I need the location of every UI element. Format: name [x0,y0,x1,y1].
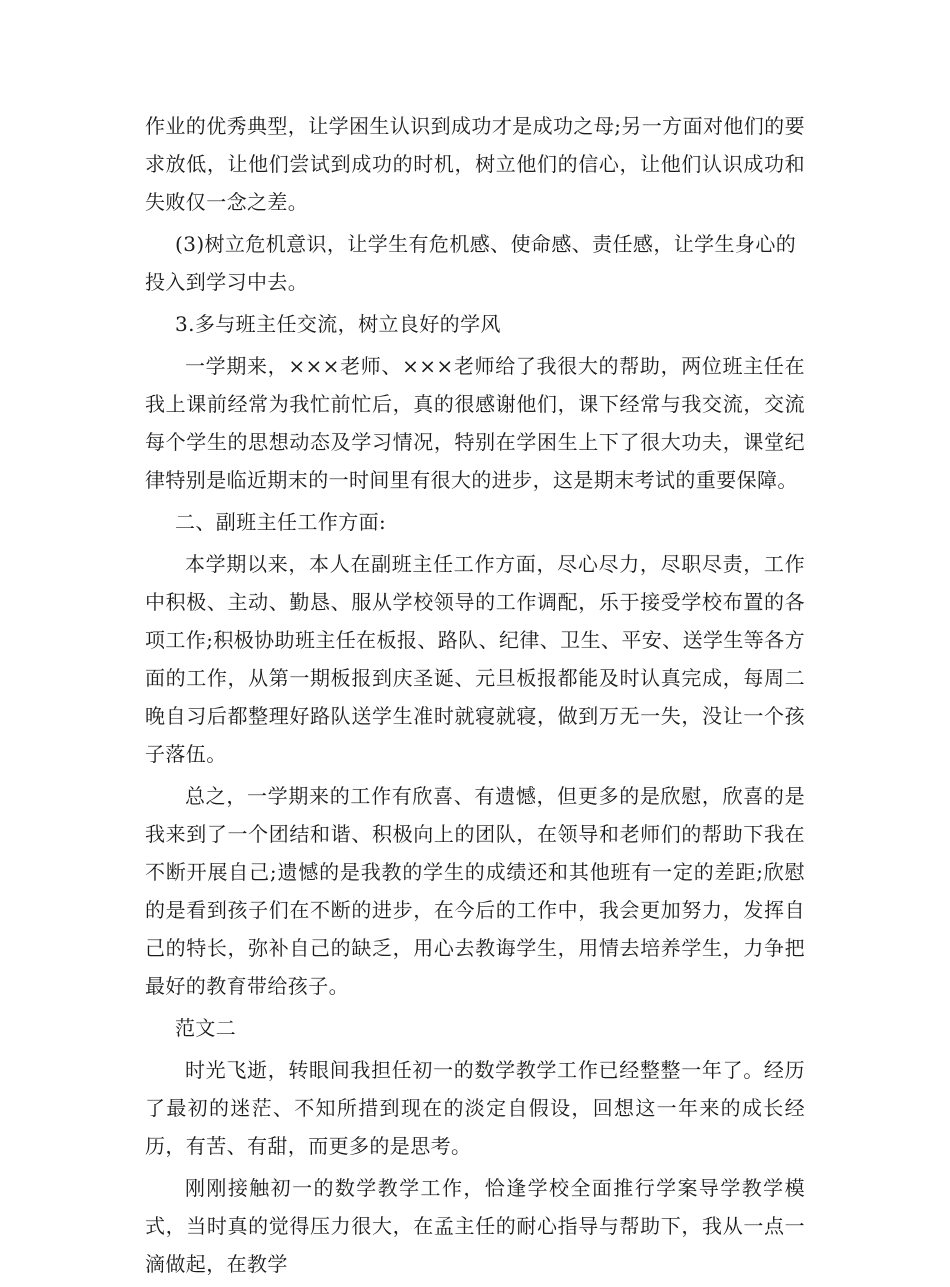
paragraph-4: 一学期来，×××老师、×××老师给了我很大的帮助，两位班主任在我上课前经常为我忙前忙后，真的很感谢他们，课下经常与我交流，交流每个学生的思想动态及学习情况，特别在学困生上下了很大功夫，课堂纪律特别是临近期末的一时间里有很大的进步，这是期末考试的重要保障。 [145,354,805,492]
section-heading-3: 3.多与班主任交流，树立良好的学风 [175,312,501,336]
paragraph-10: 刚刚接触初一的数学教学工作，恰逢学校全面推行学案导学教学模式，当时真的觉得压力很大，在孟主任的耐心指导与帮助下，我从一点一滴做起，在教学 [145,1176,805,1276]
section-heading-2: 二、副班主任工作方面: [175,510,387,534]
paragraph-6: 本学期以来，本人在副班主任工作方面，尽心尽力，尽职尽责，工作中积极、主动、勤恳、服从学校领导的工作调配，乐于接受学校布置的各项工作;积极协助班主任在板报、路队、纪律、卫生、平安、送学生等各方面的工作，从第一期板报到庆圣诞、元旦板报都能及时认真完成，每周二晚自习后都整理好路队送学生准时就寝就寝，做到万无一失，没让一个孩子落伍。 [145,552,805,766]
paragraph-1: 作业的优秀典型，让学困生认识到成功才是成功之母;另一方面对他们的要求放低，让他们尝试到成功的时机，树立他们的信心，让他们认识成功和失败仅一念之差。 [145,114,805,214]
paragraph-7: 总之，一学期来的工作有欣喜、有遗憾，但更多的是欣慰，欣喜的是我来到了一个团结和谐、积极向上的团队，在领导和老师们的帮助下我在不断开展自己;遗憾的是我教的学生的成绩还和其他班有一定的差距;欣慰的是看到孩子们在不断的进步，在今后的工作中，我会更加努力，发挥自己的特长，弥补自己的缺乏，用心去教诲学生，用情去培养学生，力争把最好的教育带给孩子。 [145,784,805,998]
sample-heading-2: 范文二 [175,1016,237,1040]
paragraph-9: 时光飞逝，转眼间我担任初一的数学教学工作已经整整一年了。经历了最初的迷茫、不知所措到现在的淡定自假设，回想这一年来的成长经历，有苦、有甜，而更多的是思考。 [145,1058,805,1158]
document-body [145,107,805,1287]
paragraph-2: (3)树立危机意识，让学生有危机感、使命感、责任感，让学生身心的投入到学习中去。 [145,232,797,294]
